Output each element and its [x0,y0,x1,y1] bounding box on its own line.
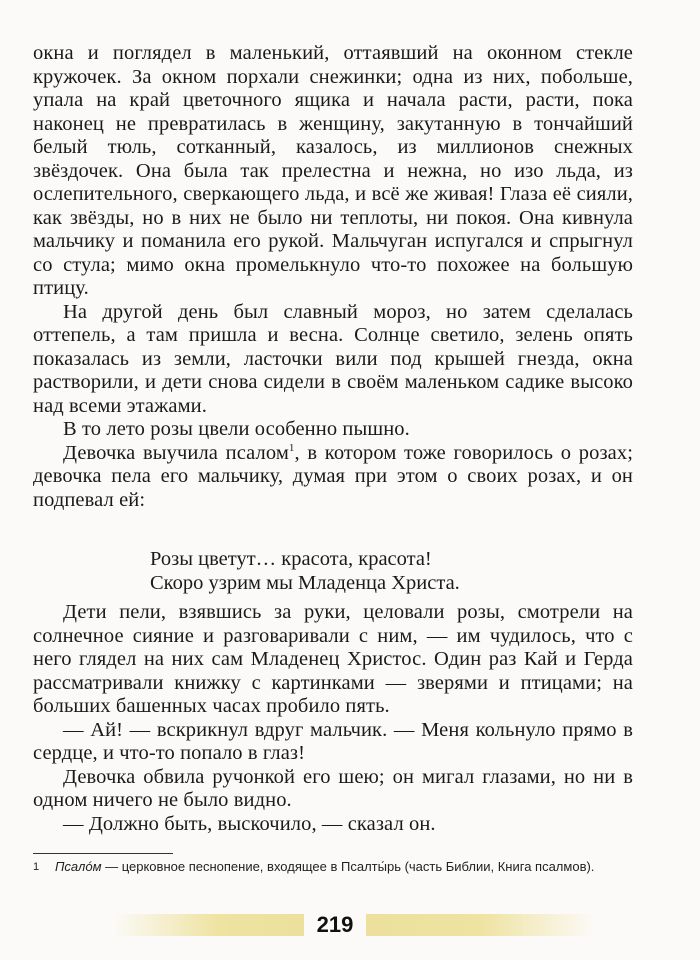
poem-line-2: Скоро узрим мы Младенца Христа. [150,571,460,594]
poem-quote [150,548,460,595]
text-block-top [33,42,633,512]
footnote [33,858,638,876]
paragraph-children-singing: Дети пели, взявшись за руки, целовали розы, смотрели на солнечное сияние и разговаривали с ним, — им чудилось, что с него глядел на них сам Младенец Христос. Один раз Кай и Герда рассматривали книжку с картинками — зверями и птицами; на больших башенных часах пробило пять. [33,601,633,717]
footnote-text: — церковное песнопение, входящее в Псалты́рь (часть Библии, Книга псалмов). [101,859,595,874]
paragraph-fell-out: — Должно быть, выскочило, — сказал он. [63,812,436,835]
page-number-band-right [366,914,596,936]
paragraph-spring: На другой день был славный мороз, но затем сделалась оттепель, а там пришла и весна. Солнце светило, зелень опять показалась из земли, ласточки вили под крышей гнезда, окна растворили, и дети снова сидели в своём маленьком садике высоко над всеми этажами. [33,300,633,417]
paragraph-psalm [33,442,633,513]
paragraph-roses: В то лето розы цвели особенно пышно. [63,418,410,440]
paragraph-continuation: окна и поглядел в маленький, оттаявший на оконном стекле кружочек. За окном порхали снежинки; одна из них, побольше, упала на край цветочного ящика и начала расти, расти, пока наконец не превратилась в женщину, закутанную в тончайший белый тюль, сотканный, казалось, из миллионов снежных звёздочек. Она была так прелестна и нежна, но изо льда, из ослепительного, сверкающего льда, и всё же живая! Глаза её сияли, как звёзды, но в них не было ни теплоты, ни покоя. Она кивнула мальчику и поманила его рукой. Мальчуган испугался и спрыгнул со стула; мимо окна промелькнуло что-то похожее на большую птицу. [33,42,633,299]
paragraph-psalm-start: Девочка выучила псалом [63,441,289,464]
page-number-band-left [112,914,304,936]
paragraph-boy-cry: — Ай! — вскрикнул вдруг мальчик. — Меня кольнуло прямо в сердце, и что-то попало в глаз! [33,718,633,764]
page-number: 219 [316,912,354,937]
footnote-divider [33,853,173,854]
text-block-bottom [33,601,633,836]
paragraph-girl-hug: Девочка обвила ручонкой его шею; он мигал глазами, но ни в одном ничего не было видно. [33,765,633,811]
footnote-reference[interactable]: 1 [288,441,295,454]
poem-line-1: Розы цветут… красота, красота! [150,548,432,570]
footnote-term: Псалóм [55,859,102,874]
footnote-mark: 1 [33,861,40,873]
paragraph-psalm-end: , в котором тоже говорилось о розах; девочка пела его мальчику, думая при этом о своих розах, и он подпевал ей: [33,441,633,511]
